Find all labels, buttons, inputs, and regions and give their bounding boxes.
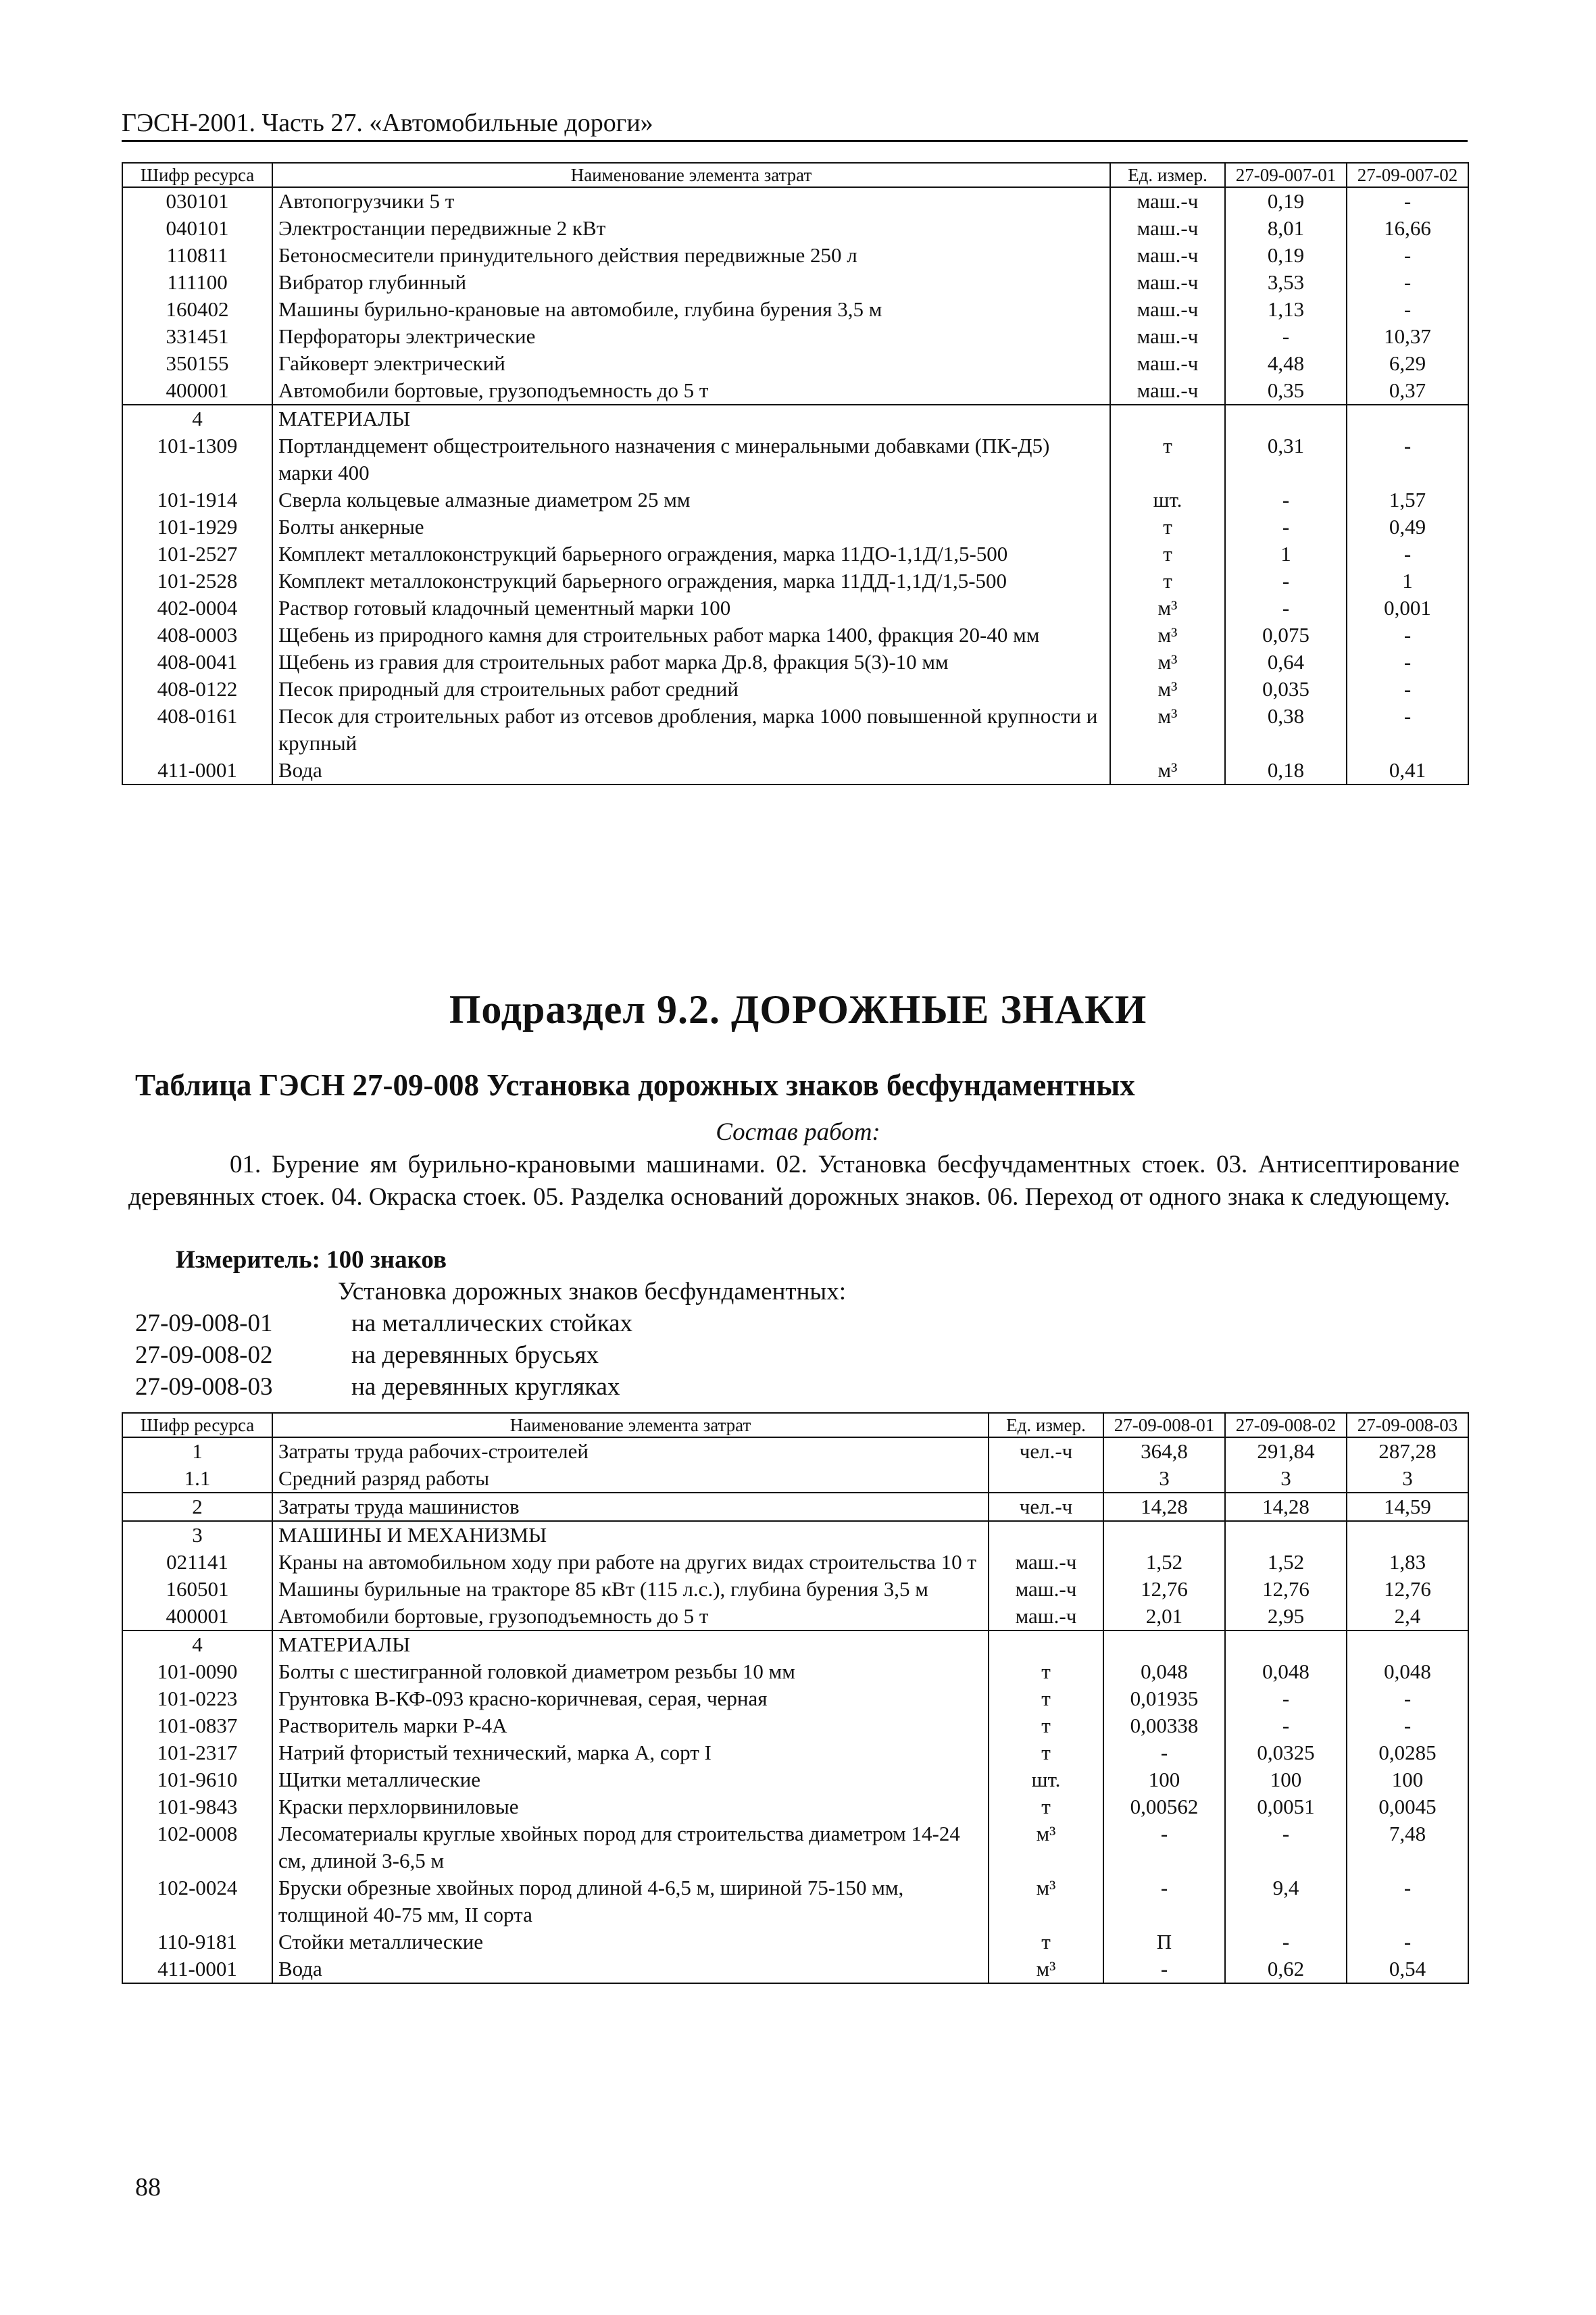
table-body bbox=[122, 1437, 1468, 1983]
table-row bbox=[122, 595, 1468, 622]
table-body bbox=[122, 187, 1468, 785]
unit-cell: чел.-ч bbox=[989, 1437, 1103, 1465]
value-cell: 2,01 bbox=[1103, 1603, 1225, 1631]
value-cell: 0,49 bbox=[1347, 514, 1468, 541]
resource-name-cell: Вода bbox=[272, 1956, 989, 1983]
resource-name-cell: Щебень из гравия для строительных работ марка Др.8, фракция 5(3)-10 мм bbox=[272, 649, 1110, 676]
unit-cell: маш.-ч bbox=[1110, 323, 1225, 350]
table-row bbox=[122, 1493, 1468, 1521]
value-cell: 291,84 bbox=[1225, 1437, 1347, 1465]
table-row bbox=[122, 296, 1468, 323]
unit-cell: м³ bbox=[1110, 703, 1225, 757]
value-cell: - bbox=[1225, 1712, 1347, 1739]
value-cell: 0,0325 bbox=[1225, 1739, 1347, 1766]
resource-name-cell: Машины бурильные на тракторе 85 кВт (115 л.с.), глубина бурения 3,5 м bbox=[272, 1576, 989, 1603]
table-row bbox=[122, 377, 1468, 405]
value-cell: - bbox=[1347, 1685, 1468, 1712]
resource-code-cell: 101-2317 bbox=[122, 1739, 272, 1766]
value-cell: - bbox=[1225, 514, 1347, 541]
col-header-unit: Ед. измер. bbox=[1110, 163, 1225, 187]
value-cell: - bbox=[1347, 1874, 1468, 1928]
value-cell bbox=[1347, 405, 1468, 432]
resource-name-cell: Стойки металлические bbox=[272, 1928, 989, 1956]
resource-name-cell: Перфораторы электрические bbox=[272, 323, 1110, 350]
resource-name-cell: Средний разряд работы bbox=[272, 1465, 989, 1493]
table-header-row bbox=[122, 163, 1468, 187]
table-row bbox=[122, 487, 1468, 514]
resource-code-cell: 110-9181 bbox=[122, 1928, 272, 1956]
unit-cell: т bbox=[989, 1712, 1103, 1739]
unit-cell bbox=[989, 1521, 1103, 1549]
value-cell: - bbox=[1347, 541, 1468, 568]
resource-code-cell: 3 bbox=[122, 1521, 272, 1549]
table-row bbox=[122, 622, 1468, 649]
resource-code-cell: 110811 bbox=[122, 242, 272, 269]
table-row bbox=[122, 1437, 1468, 1465]
value-cell: 0,0051 bbox=[1225, 1793, 1347, 1820]
table-row bbox=[122, 541, 1468, 568]
value-cell: 0,41 bbox=[1347, 757, 1468, 785]
table-row bbox=[122, 432, 1468, 487]
unit-cell: т bbox=[989, 1793, 1103, 1820]
resource-name-cell: Песок природный для строительных работ средний bbox=[272, 676, 1110, 703]
value-cell: 0,35 bbox=[1225, 377, 1347, 405]
value-cell: - bbox=[1347, 432, 1468, 487]
value-cell: 0,54 bbox=[1347, 1956, 1468, 1983]
resource-code-cell: 411-0001 bbox=[122, 757, 272, 785]
col-header-variant-2: 27-09-008-02 bbox=[1225, 1413, 1347, 1437]
table-row bbox=[122, 1549, 1468, 1576]
value-cell: - bbox=[1103, 1956, 1225, 1983]
value-cell: 0,01935 bbox=[1103, 1685, 1225, 1712]
value-cell bbox=[1103, 1521, 1225, 1549]
resource-code-cell: 102-0008 bbox=[122, 1820, 272, 1874]
table-row bbox=[122, 1658, 1468, 1685]
resource-name-cell: Затраты труда рабочих-строителей bbox=[272, 1437, 989, 1465]
table-row bbox=[122, 676, 1468, 703]
resource-code-cell: 400001 bbox=[122, 1603, 272, 1631]
resource-name-cell: Краски перхлорвиниловые bbox=[272, 1793, 989, 1820]
unit-cell: м³ bbox=[989, 1956, 1103, 1983]
table-row bbox=[122, 1576, 1468, 1603]
unit-cell: м³ bbox=[1110, 595, 1225, 622]
unit-cell: чел.-ч bbox=[989, 1493, 1103, 1521]
meter-label: Измеритель: 100 знаков bbox=[176, 1246, 447, 1274]
value-cell: 4,48 bbox=[1225, 350, 1347, 377]
value-cell: 0,075 bbox=[1225, 622, 1347, 649]
value-cell: 0,18 bbox=[1225, 757, 1347, 785]
value-cell bbox=[1347, 1521, 1468, 1549]
value-cell: - bbox=[1347, 703, 1468, 757]
unit-cell: м³ bbox=[989, 1874, 1103, 1928]
resource-name-cell: Электростанции передвижные 2 кВт bbox=[272, 215, 1110, 242]
value-cell: - bbox=[1347, 242, 1468, 269]
unit-cell: т bbox=[1110, 541, 1225, 568]
table-row bbox=[122, 1766, 1468, 1793]
unit-cell bbox=[1110, 405, 1225, 432]
col-header-name: Наименование элемента затрат bbox=[272, 1413, 989, 1437]
resource-name-cell: Песок для строительных работ из отсевов дробления, марка 1000 повышенной крупности и крупный bbox=[272, 703, 1110, 757]
variant-description: на металлических стойках bbox=[351, 1310, 633, 1337]
value-cell: 1,52 bbox=[1225, 1549, 1347, 1576]
unit-cell: м³ bbox=[1110, 757, 1225, 785]
resource-code-cell: 101-9843 bbox=[122, 1793, 272, 1820]
resource-name-cell: Бруски обрезные хвойных пород длиной 4-6,5 м, шириной 75-150 мм, толщиной 40-75 мм, II сорта bbox=[272, 1874, 989, 1928]
resource-name-cell: Щитки металлические bbox=[272, 1766, 989, 1793]
resource-code-cell: 408-0161 bbox=[122, 703, 272, 757]
resource-code-cell: 160501 bbox=[122, 1576, 272, 1603]
table-row bbox=[122, 1793, 1468, 1820]
unit-cell: маш.-ч bbox=[989, 1549, 1103, 1576]
table-row bbox=[122, 1631, 1468, 1658]
value-cell: 0,048 bbox=[1225, 1658, 1347, 1685]
table-row bbox=[122, 269, 1468, 296]
col-header-code: Шифр ресурса bbox=[122, 1413, 272, 1437]
value-cell: 0,001 bbox=[1347, 595, 1468, 622]
resource-code-cell: 101-1309 bbox=[122, 432, 272, 487]
resource-name-cell: Портландцемент общестроительного назначения с минеральными добавками (ПК-Д5) марки 400 bbox=[272, 432, 1110, 487]
variant-code: 27-09-008-03 bbox=[135, 1373, 273, 1401]
resource-code-cell: 408-0003 bbox=[122, 622, 272, 649]
value-cell: 12,76 bbox=[1225, 1576, 1347, 1603]
value-cell: 12,76 bbox=[1347, 1576, 1468, 1603]
table-row bbox=[122, 1874, 1468, 1928]
resource-code-cell: 411-0001 bbox=[122, 1956, 272, 1983]
value-cell: 0,62 bbox=[1225, 1956, 1347, 1983]
resource-code-cell: 101-0223 bbox=[122, 1685, 272, 1712]
unit-cell: т bbox=[989, 1685, 1103, 1712]
resource-code-cell: 1 bbox=[122, 1437, 272, 1465]
resource-name-cell: МАТЕРИАЛЫ bbox=[272, 1631, 989, 1658]
resource-code-cell: 1.1 bbox=[122, 1465, 272, 1493]
value-cell: 7,48 bbox=[1347, 1820, 1468, 1874]
unit-cell: шт. bbox=[989, 1766, 1103, 1793]
value-cell: 6,29 bbox=[1347, 350, 1468, 377]
value-cell: 1,13 bbox=[1225, 296, 1347, 323]
resource-code-cell: 101-1914 bbox=[122, 487, 272, 514]
work-composition-text: 01. Бурение ям бурильно-крановыми машинами. 02. Установка бесфучдаментных стоек. 03. Антисептирование деревянных стоек. 04. Окраска стоек. 05. Разделка оснований дорожных знаков. 06. Переход от одного знака к следующему. bbox=[128, 1151, 1460, 1211]
resource-code-cell: 350155 bbox=[122, 350, 272, 377]
table-row bbox=[122, 568, 1468, 595]
value-cell: - bbox=[1347, 622, 1468, 649]
value-cell: 0,38 bbox=[1225, 703, 1347, 757]
table-row bbox=[122, 1928, 1468, 1956]
unit-cell: шт. bbox=[1110, 487, 1225, 514]
value-cell: - bbox=[1347, 1712, 1468, 1739]
resource-name-cell: Болты с шестигранной головкой диаметром резьбы 10 мм bbox=[272, 1658, 989, 1685]
resource-name-cell: Автомобили бортовые, грузоподъемность до 5 т bbox=[272, 1603, 989, 1631]
resource-name-cell: Комплект металлоконструкций барьерного ограждения, марка 11ДД-1,1Д/1,5-500 bbox=[272, 568, 1110, 595]
resource-name-cell: Щебень из природного камня для строительных работ марка 1400, фракция 20-40 мм bbox=[272, 622, 1110, 649]
value-cell: 14,28 bbox=[1225, 1493, 1347, 1521]
value-cell: 2,95 bbox=[1225, 1603, 1347, 1631]
col-header-variant-3: 27-09-008-03 bbox=[1347, 1413, 1468, 1437]
resource-table-27-09-007 bbox=[122, 162, 1469, 785]
value-cell: - bbox=[1347, 296, 1468, 323]
value-cell bbox=[1103, 1631, 1225, 1658]
table-row bbox=[122, 215, 1468, 242]
resource-table-27-09-008 bbox=[122, 1412, 1469, 1984]
value-cell: - bbox=[1347, 649, 1468, 676]
table-row bbox=[122, 703, 1468, 757]
resource-name-cell: Автопогрузчики 5 т bbox=[272, 187, 1110, 215]
unit-cell: т bbox=[1110, 568, 1225, 595]
value-cell: 12,76 bbox=[1103, 1576, 1225, 1603]
table-row bbox=[122, 514, 1468, 541]
resource-code-cell: 021141 bbox=[122, 1549, 272, 1576]
resource-name-cell: Лесоматериалы круглые хвойных пород для строительства диаметром 14-24 см, длиной 3-6,5 м bbox=[272, 1820, 989, 1874]
resource-code-cell: 101-0090 bbox=[122, 1658, 272, 1685]
resource-name-cell: Бетоносмесители принудительного действия передвижные 250 л bbox=[272, 242, 1110, 269]
value-cell bbox=[1225, 405, 1347, 432]
value-cell: 9,4 bbox=[1225, 1874, 1347, 1928]
value-cell: 16,66 bbox=[1347, 215, 1468, 242]
variant-description: на деревянных брусьях bbox=[351, 1341, 599, 1369]
table-row bbox=[122, 242, 1468, 269]
col-header-variant-1: 27-09-007-01 bbox=[1225, 163, 1347, 187]
value-cell: - bbox=[1225, 568, 1347, 595]
unit-cell: т bbox=[1110, 514, 1225, 541]
value-cell: - bbox=[1225, 1820, 1347, 1874]
value-cell: - bbox=[1347, 1928, 1468, 1956]
table-row bbox=[122, 757, 1468, 785]
unit-cell: т bbox=[989, 1928, 1103, 1956]
resource-name-cell: Машины бурильно-крановые на автомобиле, глубина бурения 3,5 м bbox=[272, 296, 1110, 323]
value-cell: - bbox=[1225, 1928, 1347, 1956]
table-row bbox=[122, 350, 1468, 377]
value-cell: - bbox=[1225, 323, 1347, 350]
resource-code-cell: 101-9610 bbox=[122, 1766, 272, 1793]
value-cell: 0,048 bbox=[1103, 1658, 1225, 1685]
value-cell: 8,01 bbox=[1225, 215, 1347, 242]
value-cell: 3 bbox=[1225, 1465, 1347, 1493]
resource-code-cell: 402-0004 bbox=[122, 595, 272, 622]
value-cell: 2,4 bbox=[1347, 1603, 1468, 1631]
resource-code-cell: 102-0024 bbox=[122, 1874, 272, 1928]
value-cell: 1,52 bbox=[1103, 1549, 1225, 1576]
value-cell: 1,57 bbox=[1347, 487, 1468, 514]
page-number: 88 bbox=[135, 2173, 161, 2201]
table-row bbox=[122, 1820, 1468, 1874]
value-cell: 0,00338 bbox=[1103, 1712, 1225, 1739]
unit-cell: маш.-ч bbox=[1110, 242, 1225, 269]
subsection-title: Подраздел 9.2. ДОРОЖНЫЕ ЗНАКИ bbox=[449, 987, 1147, 1032]
unit-cell: м³ bbox=[1110, 622, 1225, 649]
table-row bbox=[122, 187, 1468, 215]
resource-name-cell: МАШИНЫ И МЕХАНИЗМЫ bbox=[272, 1521, 989, 1549]
value-cell: 287,28 bbox=[1347, 1437, 1468, 1465]
value-cell: - bbox=[1103, 1820, 1225, 1874]
value-cell: 3,53 bbox=[1225, 269, 1347, 296]
value-cell bbox=[1225, 1521, 1347, 1549]
value-cell: 0,0285 bbox=[1347, 1739, 1468, 1766]
value-cell: 14,59 bbox=[1347, 1493, 1468, 1521]
value-cell: П bbox=[1103, 1928, 1225, 1956]
value-cell: 3 bbox=[1103, 1465, 1225, 1493]
table-row bbox=[122, 1521, 1468, 1549]
unit-cell: маш.-ч bbox=[989, 1603, 1103, 1631]
table-row bbox=[122, 649, 1468, 676]
table-row bbox=[122, 405, 1468, 432]
value-cell bbox=[1347, 1631, 1468, 1658]
installation-heading: Установка дорожных знаков бесфундаментных: bbox=[338, 1278, 847, 1305]
resource-code-cell: 030101 bbox=[122, 187, 272, 215]
resource-code-cell: 400001 bbox=[122, 377, 272, 405]
resource-code-cell: 4 bbox=[122, 405, 272, 432]
resource-name-cell: Затраты труда машинистов bbox=[272, 1493, 989, 1521]
value-cell: 364,8 bbox=[1103, 1437, 1225, 1465]
unit-cell: т bbox=[989, 1739, 1103, 1766]
table-row bbox=[122, 1685, 1468, 1712]
unit-cell: маш.-ч bbox=[1110, 215, 1225, 242]
resource-code-cell: 111100 bbox=[122, 269, 272, 296]
col-header-name: Наименование элемента затрат bbox=[272, 163, 1110, 187]
unit-cell bbox=[989, 1465, 1103, 1493]
variant-code: 27-09-008-02 bbox=[135, 1341, 273, 1369]
col-header-variant-2: 27-09-007-02 bbox=[1347, 163, 1468, 187]
value-cell: 3 bbox=[1347, 1465, 1468, 1493]
resource-name-cell: Растворитель марки Р-4А bbox=[272, 1712, 989, 1739]
unit-cell: т bbox=[989, 1658, 1103, 1685]
value-cell: - bbox=[1225, 487, 1347, 514]
value-cell: 0,00562 bbox=[1103, 1793, 1225, 1820]
running-header: ГЭСН-2001. Часть 27. «Автомобильные дороги» bbox=[122, 109, 653, 137]
unit-cell: маш.-ч bbox=[1110, 377, 1225, 405]
table-row bbox=[122, 1712, 1468, 1739]
unit-cell: м³ bbox=[989, 1820, 1103, 1874]
unit-cell: т bbox=[1110, 432, 1225, 487]
variant-code: 27-09-008-01 bbox=[135, 1310, 273, 1337]
resource-name-cell: МАТЕРИАЛЫ bbox=[272, 405, 1110, 432]
unit-cell: маш.-ч bbox=[1110, 187, 1225, 215]
value-cell: - bbox=[1225, 595, 1347, 622]
value-cell: - bbox=[1347, 187, 1468, 215]
variant-description: на деревянных кругляках bbox=[351, 1373, 620, 1401]
unit-cell: маш.-ч bbox=[1110, 350, 1225, 377]
resource-name-cell: Грунтовка В-КФ-093 красно-коричневая, серая, черная bbox=[272, 1685, 989, 1712]
resource-code-cell: 331451 bbox=[122, 323, 272, 350]
header-rule bbox=[122, 140, 1468, 142]
value-cell: 0,048 bbox=[1347, 1658, 1468, 1685]
col-header-variant-1: 27-09-008-01 bbox=[1103, 1413, 1225, 1437]
value-cell: 0,37 bbox=[1347, 377, 1468, 405]
unit-cell bbox=[989, 1631, 1103, 1658]
value-cell: 0,035 bbox=[1225, 676, 1347, 703]
value-cell: - bbox=[1347, 676, 1468, 703]
table-row bbox=[122, 1603, 1468, 1631]
resource-code-cell: 160402 bbox=[122, 296, 272, 323]
resource-name-cell: Комплект металлоконструкций барьерного ограждения, марка 11ДО-1,1Д/1,5-500 bbox=[272, 541, 1110, 568]
unit-cell: маш.-ч bbox=[1110, 269, 1225, 296]
value-cell: 1 bbox=[1225, 541, 1347, 568]
value-cell: 14,28 bbox=[1103, 1493, 1225, 1521]
unit-cell: маш.-ч bbox=[1110, 296, 1225, 323]
value-cell: 1 bbox=[1347, 568, 1468, 595]
unit-cell: м³ bbox=[1110, 649, 1225, 676]
table-row bbox=[122, 1739, 1468, 1766]
table-title: Таблица ГЭСН 27-09-008 Установка дорожных знаков бесфундаментных bbox=[135, 1068, 1135, 1102]
value-cell: 100 bbox=[1347, 1766, 1468, 1793]
resource-name-cell: Болты анкерные bbox=[272, 514, 1110, 541]
resource-name-cell: Раствор готовый кладочный цементный марки 100 bbox=[272, 595, 1110, 622]
unit-cell: м³ bbox=[1110, 676, 1225, 703]
resource-name-cell: Натрий фтористый технический, марка А, сорт I bbox=[272, 1739, 989, 1766]
resource-name-cell: Вода bbox=[272, 757, 1110, 785]
resource-name-cell: Гайковерт электрический bbox=[272, 350, 1110, 377]
value-cell: 100 bbox=[1103, 1766, 1225, 1793]
table-row bbox=[122, 1956, 1468, 1983]
resource-code-cell: 101-0837 bbox=[122, 1712, 272, 1739]
value-cell: 1,83 bbox=[1347, 1549, 1468, 1576]
unit-cell: маш.-ч bbox=[989, 1576, 1103, 1603]
value-cell: 0,19 bbox=[1225, 242, 1347, 269]
value-cell: - bbox=[1347, 269, 1468, 296]
resource-code-cell: 408-0122 bbox=[122, 676, 272, 703]
table-row bbox=[122, 323, 1468, 350]
resource-code-cell: 101-2527 bbox=[122, 541, 272, 568]
resource-code-cell: 4 bbox=[122, 1631, 272, 1658]
value-cell: - bbox=[1103, 1739, 1225, 1766]
value-cell: 0,64 bbox=[1225, 649, 1347, 676]
resource-name-cell: Сверла кольцевые алмазные диаметром 25 мм bbox=[272, 487, 1110, 514]
resource-code-cell: 101-1929 bbox=[122, 514, 272, 541]
table-row bbox=[122, 1465, 1468, 1493]
resource-name-cell: Автомобили бортовые, грузоподъемность до 5 т bbox=[272, 377, 1110, 405]
resource-code-cell: 101-2528 bbox=[122, 568, 272, 595]
work-composition-heading: Состав работ: bbox=[716, 1118, 880, 1146]
value-cell: 0,19 bbox=[1225, 187, 1347, 215]
resource-name-cell: Краны на автомобильном ходу при работе на других видах строительства 10 т bbox=[272, 1549, 989, 1576]
resource-code-cell: 408-0041 bbox=[122, 649, 272, 676]
resource-code-cell: 040101 bbox=[122, 215, 272, 242]
col-header-unit: Ед. измер. bbox=[989, 1413, 1103, 1437]
value-cell: - bbox=[1103, 1874, 1225, 1928]
table-header-row bbox=[122, 1413, 1468, 1437]
col-header-code: Шифр ресурса bbox=[122, 163, 272, 187]
value-cell: 0,0045 bbox=[1347, 1793, 1468, 1820]
resource-name-cell: Вибратор глубинный bbox=[272, 269, 1110, 296]
value-cell: 100 bbox=[1225, 1766, 1347, 1793]
value-cell: - bbox=[1225, 1685, 1347, 1712]
resource-code-cell: 2 bbox=[122, 1493, 272, 1521]
value-cell bbox=[1225, 1631, 1347, 1658]
value-cell: 10,37 bbox=[1347, 323, 1468, 350]
value-cell: 0,31 bbox=[1225, 432, 1347, 487]
